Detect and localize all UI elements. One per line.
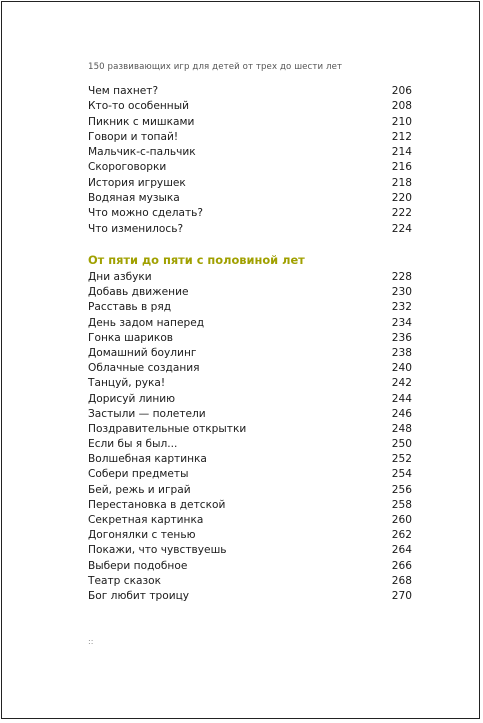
toc-entry-page: 220 (391, 192, 412, 205)
section-title: От пяти до пяти с половиной лет (88, 253, 305, 267)
toc-entry-page: 260 (391, 514, 412, 526)
toc-entry-page: 270 (391, 589, 412, 602)
toc-entry-page: 254 (391, 468, 412, 481)
toc-entry-page: 206 (391, 85, 412, 97)
toc-entry-page: 232 (391, 301, 412, 314)
toc-entry-page: 230 (391, 286, 412, 299)
toc-entry-page: 266 (391, 559, 412, 572)
toc-entry (88, 206, 412, 221)
toc-entry-title: Добавь движение (88, 286, 189, 299)
toc-entry-page: 228 (391, 271, 412, 283)
toc-entry-page: 224 (391, 222, 412, 235)
toc-entry (88, 467, 412, 482)
toc-entry (88, 361, 412, 376)
toc-entry-title: Мальчик-с-пальчик (88, 146, 196, 159)
toc-entry (88, 191, 412, 206)
toc-entry-title: Чем пахнет? (88, 85, 159, 97)
toc-entry (88, 270, 412, 285)
toc-entry (88, 528, 412, 543)
toc-entry (88, 559, 412, 574)
toc-entry (88, 222, 412, 237)
toc-entry-title: Перестановка в детской (88, 498, 226, 511)
toc-entry-page: 242 (391, 377, 412, 390)
toc-entry-page: 234 (391, 316, 412, 329)
toc-entry-title: Гонка шариков (88, 331, 174, 344)
toc-entry-page: 240 (391, 362, 412, 375)
toc-entry-title: Кто-то особенный (88, 100, 189, 113)
toc-entry-title: Водяная музыка (88, 192, 180, 205)
toc-entry-title: Танцуй, рука! (88, 377, 166, 390)
toc-entry-page: 236 (391, 331, 412, 344)
toc-entry (88, 437, 412, 452)
toc-entry-page: 246 (391, 407, 412, 420)
toc-entry-title: Бог любит троицу (88, 589, 190, 602)
running-header: 150 развивающих игр для детей от трех до шести лет (88, 62, 343, 72)
toc-entry (88, 589, 412, 604)
toc-entry-title: Застыли — полетели (88, 407, 206, 420)
toc-entry-title: Домашний боулинг (88, 346, 197, 359)
toc-entry (88, 84, 412, 99)
toc-entry-page: 238 (391, 346, 412, 359)
toc-entry-title: Дорисуй линию (88, 392, 176, 405)
toc-entry-title: Если бы я был... (88, 438, 178, 451)
toc-entry (88, 513, 412, 528)
toc-entry-title: Выбери подобное (88, 559, 188, 572)
toc-entry (88, 176, 412, 191)
toc-entry (88, 115, 412, 130)
book-page (1, 1, 480, 719)
toc-entry-page: 248 (391, 422, 412, 435)
toc-entry-title: Секретная картинка (88, 514, 204, 526)
toc-list-part1 (88, 84, 412, 237)
toc-entry-title: Говори и топай! (88, 130, 179, 143)
toc-entry (88, 99, 412, 114)
toc-entry-page: 208 (391, 100, 412, 113)
toc-entry (88, 285, 412, 300)
toc-entry-page: 250 (391, 438, 412, 451)
toc-entry-title: Облачные создания (88, 362, 200, 375)
toc-entry-title: Собери предметы (88, 468, 189, 481)
toc-entry-page: 214 (391, 146, 412, 159)
toc-entry-title: Догонялки с тенью (88, 529, 196, 542)
toc-entry-title: Что можно сделать? (88, 207, 204, 220)
toc-entry-page: 262 (391, 529, 412, 542)
page-folio: :: (88, 637, 94, 646)
toc-entry-page: 218 (391, 176, 412, 189)
toc-entry (88, 543, 412, 558)
toc-entry-title: Бей, режь и играй (88, 483, 191, 496)
toc-entry-title: Театр сказок (88, 574, 161, 587)
toc-entry-title: Пикник с мишками (88, 115, 195, 128)
toc-entry-page: 244 (391, 392, 412, 405)
toc-entry (88, 331, 412, 346)
toc-entry-title: История игрушек (88, 176, 186, 189)
toc-entry-page: 252 (391, 453, 412, 466)
toc-entry (88, 452, 412, 467)
toc-entry-page: 222 (391, 207, 412, 220)
toc-entry-title: Расставь в ряд (88, 301, 172, 314)
toc-entry (88, 392, 412, 407)
toc-entry-page: 212 (391, 130, 412, 143)
toc-entry-title: Что изменилось? (88, 222, 184, 235)
toc-entry (88, 300, 412, 315)
toc-entry-title: День задом наперед (88, 316, 205, 329)
toc-entry-title: Покажи, что чувствуешь (88, 544, 227, 557)
toc-entry (88, 316, 412, 331)
toc-entry-page: 264 (391, 544, 412, 557)
toc-entry-page: 210 (391, 115, 412, 128)
toc-entry-page: 256 (391, 483, 412, 496)
toc-entry (88, 376, 412, 391)
toc-entry (88, 130, 412, 145)
toc-entry-page: 258 (391, 498, 412, 511)
toc-entry (88, 346, 412, 361)
toc-entry (88, 422, 412, 437)
toc-entry (88, 483, 412, 498)
toc-entry-title: Поздравительные открытки (88, 422, 247, 435)
toc-entry-page: 216 (391, 161, 412, 174)
toc-entry (88, 160, 412, 175)
toc-entry-title: Скороговорки (88, 161, 167, 174)
toc-entry (88, 407, 412, 422)
toc-entry (88, 574, 412, 589)
toc-entry-page: 268 (391, 574, 412, 587)
toc-entry-title: Волшебная картинка (88, 453, 207, 466)
toc-list-part2 (88, 270, 412, 604)
toc-entry-title: Дни азбуки (88, 271, 152, 283)
toc-entry (88, 145, 412, 160)
toc-entry (88, 498, 412, 513)
